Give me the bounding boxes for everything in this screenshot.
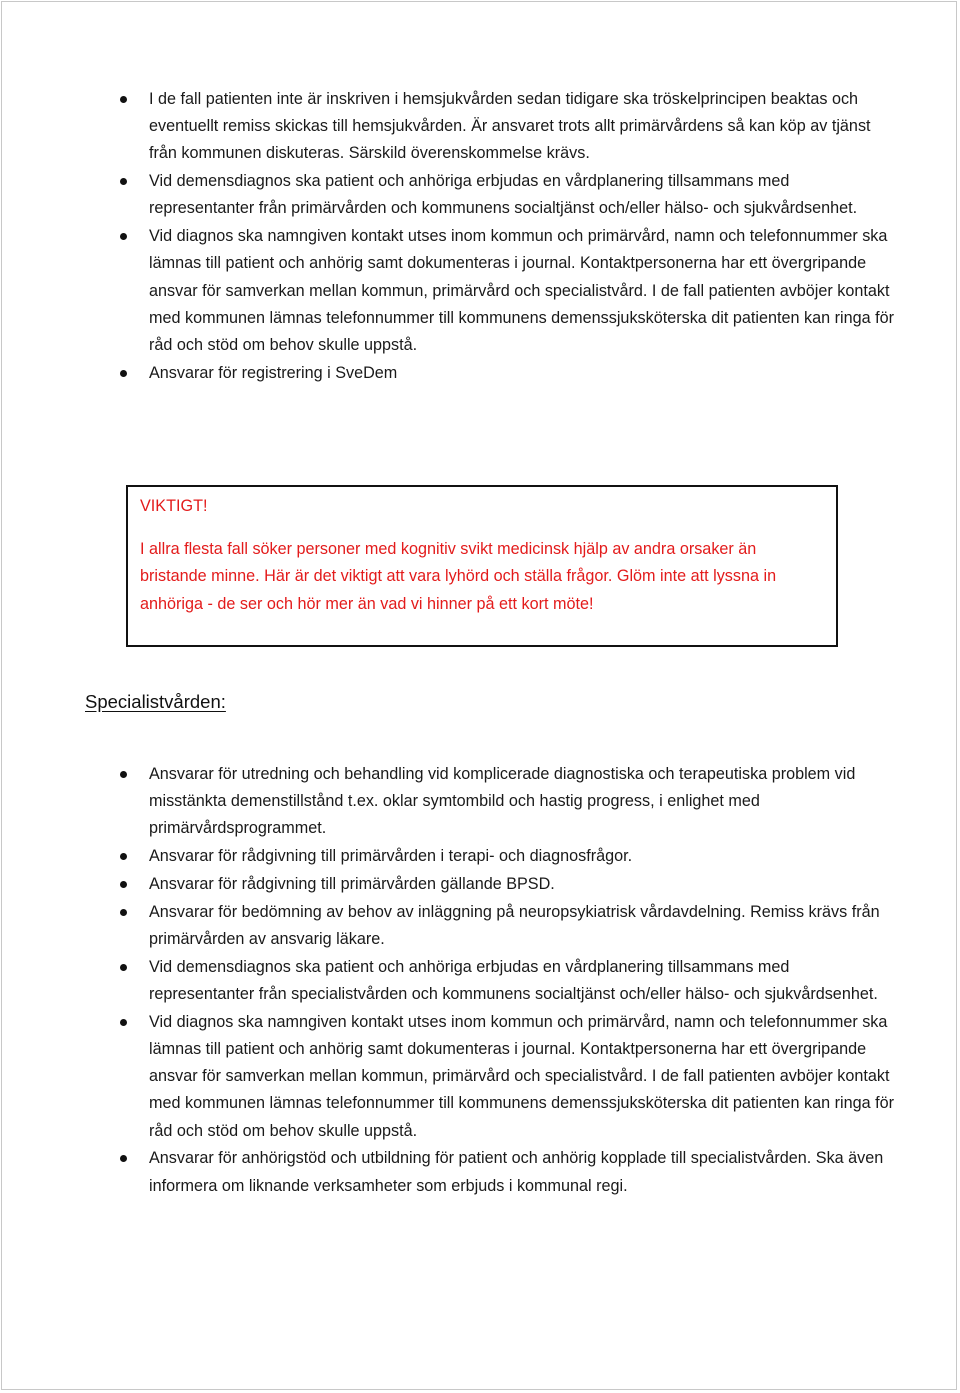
notice-title: VIKTIGT! — [140, 497, 208, 515]
list-item: Vid demensdiagnos ska patient och anhöriga erbjudas en vårdplanering tillsammans med representanter från specialistvården och kommunens socialtjänst och/eller hälso- och sjukvårdsenhet. — [149, 954, 894, 1008]
list-item: Ansvarar för rådgivning till primärvården gällande BPSD. — [149, 871, 894, 898]
primary-care-bullet-list — [149, 86, 894, 388]
document-page — [1, 1, 957, 1390]
list-item: I de fall patienten inte är inskriven i hemsjukvården sedan tidigare ska tröskelprincipen beaktas och eventuellt remiss skickas till hemsjukvården. Är ansvaret trots allt primärvårdens så kan köp av tjänst från kommunen diskuteras. Särskild överenskommelse krävs. — [149, 86, 894, 168]
specialist-care-bullet-list — [149, 761, 894, 1200]
section-heading-specialist: Specialistvården: — [85, 691, 226, 712]
notice-text: I allra flesta fall söker personer med kognitiv svikt medicinsk hjälp av andra orsaker än bristande minne. Här är det viktigt att vara lyhörd och ställa frågor. Glöm inte att lyssna in anhöriga - de ser och hör mer än vad vi hinner på ett kort möte! — [140, 540, 777, 613]
list-item: Ansvarar för anhörigstöd och utbildning för patient och anhörig kopplade till specialistvården. Ska även informera om liknande verksamheter som erbjuds i kommunal regi. — [149, 1145, 894, 1199]
list-item: Vid diagnos ska namngiven kontakt utses inom kommun och primärvård, namn och telefonnummer ska lämnas till patient och anhörig samt dokumenteras i journal. Kontaktpersonerna har ett övergripande ansvar för samverkan mellan kommun, primärvård och specialistvård. I de fall patienten avböjer kontakt med kommunen lämnas telefonnummer till kommunens demenssjuksköterska dit patienten kan ringa för råd och stöd om behov skulle uppstå. — [149, 223, 894, 359]
list-item: Ansvarar för bedömning av behov av inläggning på neuropsykiatrisk vårdavdelning. Remiss krävs från primärvården av ansvarig läkare. — [149, 899, 894, 953]
list-item: Ansvarar för registrering i SveDem — [149, 360, 894, 387]
list-item: Vid demensdiagnos ska patient och anhöriga erbjudas en vårdplanering tillsammans med representanter från primärvården och kommunens socialtjänst och/eller hälso- och sjukvårdsenhet. — [149, 168, 894, 222]
list-item: Ansvarar för utredning och behandling vid komplicerade diagnostiska och terapeutiska problem vid misstänkta demenstillstånd t.ex. oklar symtombild och hastig progress, i enlighet med primärvårdsprogrammet. — [149, 761, 894, 843]
list-item: Ansvarar för rådgivning till primärvården i terapi- och diagnosfrågor. — [149, 843, 894, 870]
list-item: Vid diagnos ska namngiven kontakt utses inom kommun och primärvård, namn och telefonnummer ska lämnas till patient och anhörig samt dokumenteras i journal. Kontaktpersonerna har ett övergripande ansvar för samverkan mellan kommun, primärvård och specialistvård. I de fall patienten avböjer kontakt med kommunen lämnas telefonnummer till kommunens demenssjuksköterska dit patienten kan ringa för råd och stöd om behov skulle uppstå. — [149, 1009, 894, 1145]
important-notice-box — [126, 485, 838, 647]
